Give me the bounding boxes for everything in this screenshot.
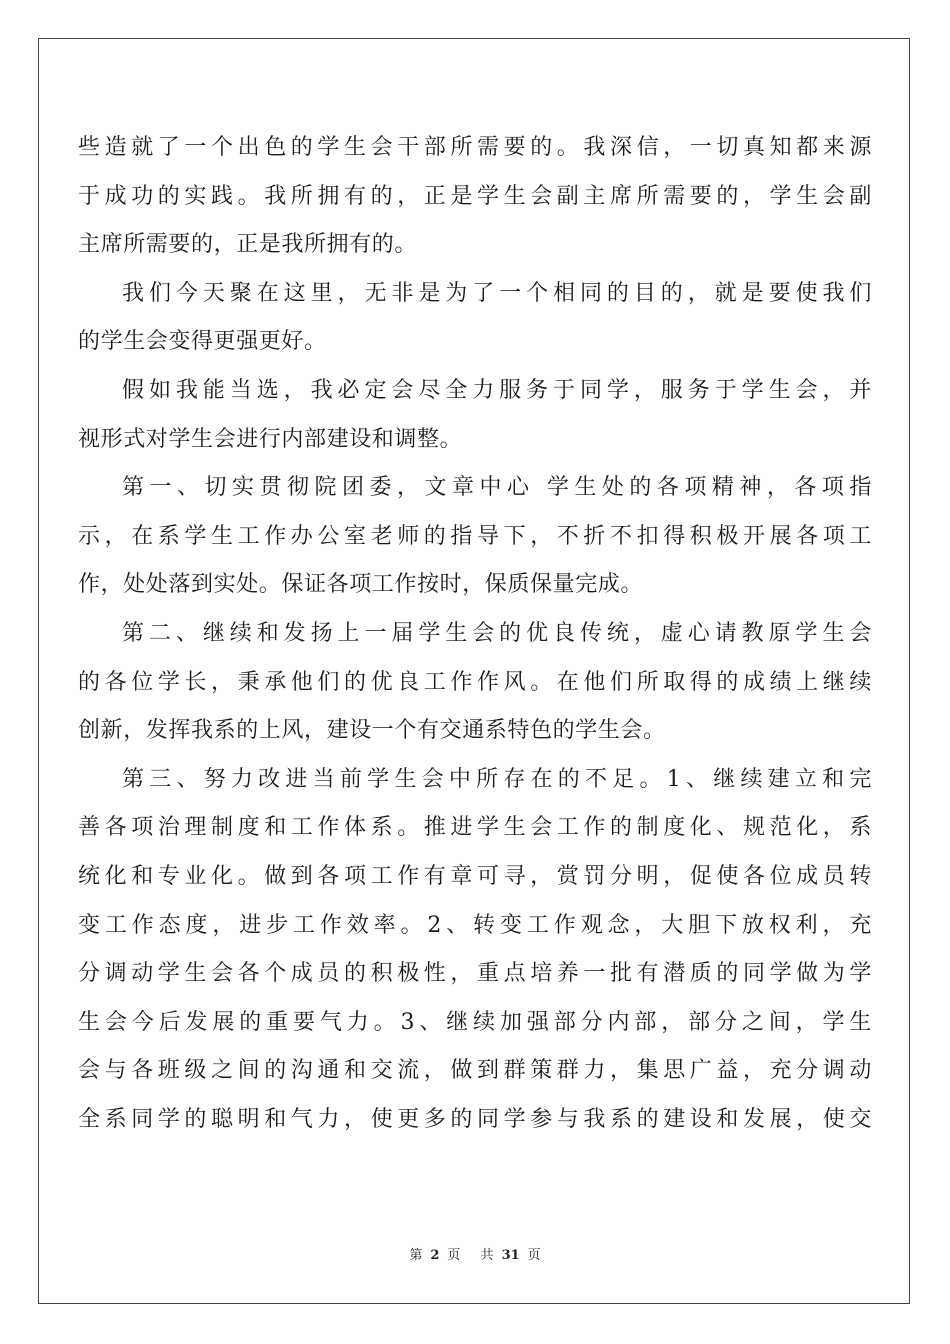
text-line: 示，在系学生工作办公室老师的指导下，不折不扣得积极开展各项工: [78, 523, 872, 549]
total-pages: [477, 1248, 545, 1263]
text-line: 生会今后发展的重要气力。3、继续加强部分内部，部分之间，学生: [78, 1009, 872, 1035]
text-line: 假如我能当选，我必定会尽全力服务于同学，服务于学生会，并: [122, 377, 872, 403]
text-line: 会与各班级之间的沟通和交流，做到群策群力，集思广益，充分调动: [78, 1058, 872, 1084]
text-line: 些造就了一个出色的学生会干部所需要的。我深信，一切真知都来源: [78, 135, 872, 160]
text-line: 我们今天聚在这里，无非是为了一个相同的目的，就是要使我们: [122, 280, 872, 306]
text-line: 全系同学的聪明和气力，使更多的同学参与我系的建设和发展，使交: [78, 1106, 872, 1132]
total-count: 31: [501, 1248, 520, 1263]
text-line: 作，处处落到实处。保证各项工作按时，保质保量完成。: [78, 572, 644, 598]
paragraph-gathering: [78, 270, 872, 367]
paragraph-first-point: [78, 464, 872, 610]
paragraph-if-elected: [78, 367, 872, 464]
page-suffix: 页: [447, 1248, 461, 1263]
text-line: 第一、切实贯彻院团委，文章中心 学生处的各项精神，各项指: [122, 475, 872, 501]
text-line: 主席所需要的，正是我所拥有的。: [78, 232, 418, 258]
text-line: 第二、继续和发扬上一届学生会的优良传统，虚心请教原学生会: [122, 620, 872, 646]
page-prefix: 第: [409, 1248, 423, 1263]
text-line: 视形式对学生会进行内部建设和调整。: [78, 426, 463, 452]
paragraph-second-point: [78, 610, 872, 756]
text-line: 变工作态度，进步工作效率。2、转变工作观念，大胆下放权利，充: [78, 912, 872, 938]
document-body: [78, 124, 872, 1144]
page-number: [405, 1248, 464, 1263]
text-line: 统化和专业化。做到各项工作有章可寻，赏罚分明，促使各位成员转: [78, 863, 872, 889]
paragraph-continuation: [78, 124, 872, 270]
total-prefix: 共: [480, 1248, 494, 1263]
text-line: 善各项治理制度和工作体系。推进学生会工作的制度化、规范化，系: [78, 815, 872, 841]
text-line: 分调动学生会各个成员的积极性，重点培养一批有潜质的同学做为学: [78, 961, 872, 987]
page-footer: [0, 1244, 950, 1263]
text-line: 的各位学长，秉承他们的优良工作作风。在他们所取得的成绩上继续: [78, 669, 872, 695]
text-line: 创新，发挥我系的上风，建设一个有交通系特色的学生会。: [78, 718, 666, 744]
total-suffix: 页: [527, 1248, 541, 1263]
paragraph-third-point: [78, 756, 872, 1145]
current-page: 2: [430, 1248, 440, 1263]
text-line: 于成功的实践。我所拥有的，正是学生会副主席所需要的，学生会副: [78, 183, 872, 209]
text-line: 的学生会变得更强更好。: [78, 329, 327, 355]
text-line: 第三、努力改进当前学生会中所存在的不足。1、继续建立和完: [122, 766, 872, 792]
